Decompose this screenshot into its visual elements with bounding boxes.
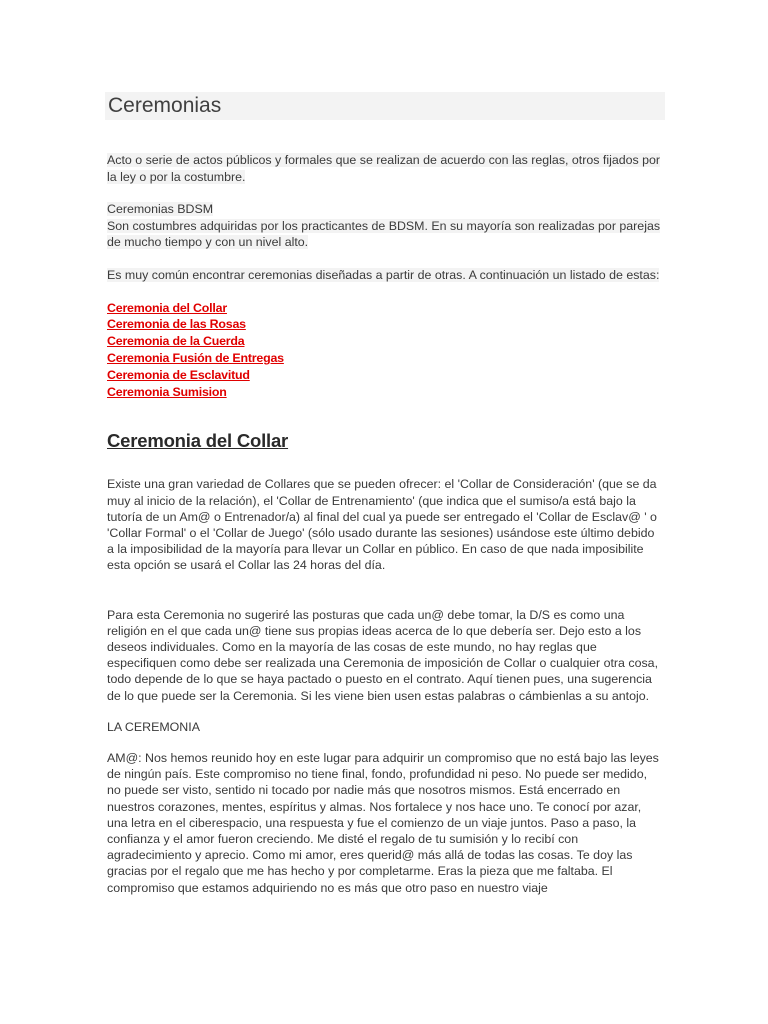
- bdsm-paragraph: [105, 201, 665, 251]
- ceremony-label: LA CEREMONIA: [107, 719, 200, 734]
- bdsm-text: Son costumbres adquiridas por los practicantes de BDSM. En su mayoría son realizadas por parejas de mucho tiempo y con un nivel alto.: [107, 218, 661, 250]
- page-title: Ceremonias: [105, 92, 665, 120]
- link-ceremonia-de-las-rosas[interactable]: Ceremonia de las Rosas: [107, 317, 246, 332]
- link-ceremonia-fusion-de-entregas[interactable]: Ceremonia Fusión de Entregas: [107, 350, 284, 365]
- intro-paragraph: [105, 152, 665, 185]
- link-ceremonia-de-la-cuerda[interactable]: Ceremonia de la Cuerda: [107, 334, 245, 349]
- ceremony-links: [105, 300, 665, 401]
- bdsm-heading: Ceremonias BDSM: [107, 202, 214, 217]
- list-intro-paragraph: [105, 267, 665, 284]
- list-intro-text: Es muy común encontrar ceremonias diseñadas a partir de otras. A continuación un listado de estas:: [107, 267, 660, 282]
- collar-paragraph-2: Para esta Ceremonia no sugeriré las posturas que cada un@ debe tomar, la D/S es como una religión en el que cada un@ tiene sus propias ideas acerca de lo que debería ser. Dejo esto a los deseos individuales. Como en la mayoría de las cosas de este mundo, no hay reglas que especifiquen como debe ser realizada una Ceremonia de imposición de Collar o cualquier otra cosa, todo depende de lo que se haya pactado o puesto en el contrato. Aquí tienen pues, una sugerencia de lo que puede ser la Ceremonia. Si les viene bien usen estas palabras o cámbienlas a su antojo.: [107, 607, 659, 703]
- intro-text: Acto o serie de actos públicos y formales que se realizan de acuerdo con las reglas, otros fijados por la ley o por la costumbre.: [107, 153, 661, 184]
- collar-paragraph-1: Existe una gran variedad de Collares que se pueden ofrecer: el 'Collar de Consideración' (que se da muy al inicio de la relación), el 'Collar de Entrenamiento' (que indica que el sumiso/a está bajo la tutoría de un Am@ o Entrenador/a) al final del cual ya puede ser entregado el 'Collar de Esclav@ ' o 'Collar Formal' o el 'Collar de Juego' (sólo usado durante las sesiones) usándose este último debido a la imposibilidad de la mayoría para llevar un Collar en público. En caso de que nada imposibilite esta opción se usará el Collar las 24 horas del día.: [107, 477, 657, 573]
- link-ceremonia-de-esclavitud[interactable]: Ceremonia de Esclavitud: [107, 367, 250, 382]
- link-ceremonia-del-collar[interactable]: Ceremonia del Collar: [107, 300, 227, 315]
- section-heading-collar: Ceremonia del Collar: [107, 430, 289, 452]
- ceremony-paragraph: AM@: Nos hemos reunido hoy en este lugar para adquirir un compromiso que no está bajo las leyes de ningún país. Este compromiso no tiene final, fondo, profundidad ni peso. No puede ser medido, no puede ser visto, sentido ni tocado por nadie más que nosotros mismos. Está encerrado en nuestros corazones, mentes, espíritus y almas. Nos fortalece y nos hace uno. Te conocí por azar, una letra en el ciberespacio, una respuesta y fue el comienzo de un viaje juntos. Paso a paso, la confianza y el amor fueron creciendo. Me disté el regalo de tu sumisión y lo recibí con agradecimiento y aprecio. Como mi amor, eres querid@ más allá de todas las cosas. Te doy las gracias por el regalo que me has hecho y por completarme. Eras la pieza que me faltaba. El compromiso que estamos adquiriendo no es más que otro paso en nuestro viaje: [107, 750, 659, 895]
- link-ceremonia-sumision[interactable]: Ceremonia Sumision: [107, 384, 227, 399]
- document-page: [105, 92, 665, 896]
